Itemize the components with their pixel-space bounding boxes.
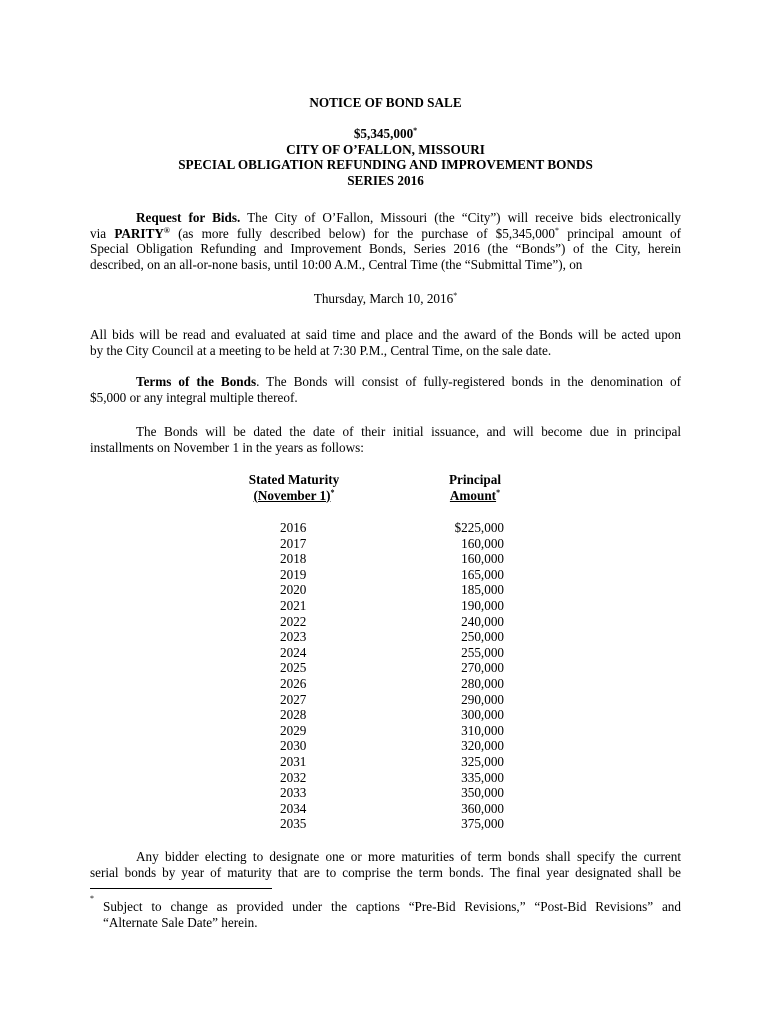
table-row <box>90 723 681 739</box>
principal-amount: 190,000 <box>461 597 504 613</box>
principal-amount: 160,000 <box>461 551 504 567</box>
table-row <box>90 816 681 832</box>
dated-line-1: The Bonds will be dated the date of their initial issuance, and will become due in principal <box>136 424 681 439</box>
award-line-2: by the City Council at a meeting to be held at 7:30 P.M., Central Time, on the sale date. <box>90 342 552 358</box>
table-row <box>90 801 681 817</box>
maturity-year: 2025 <box>280 660 307 676</box>
footnote-text <box>103 899 681 930</box>
maturity-year: 2026 <box>280 675 307 691</box>
stated-maturity-header <box>240 472 348 503</box>
principal-amount: 290,000 <box>461 691 504 707</box>
principal-amount: $225,000 <box>454 520 504 535</box>
rfb-footnote-mark: * <box>555 225 559 235</box>
maturity-year: 2019 <box>280 566 307 582</box>
maturity-year: 2030 <box>280 738 307 754</box>
footnote-line-1: Subject to change as provided under the captions “Pre-Bid Revisions,” “Post-Bid Revisions” and <box>103 899 681 914</box>
principal-label: Principal <box>448 472 502 487</box>
registered-mark: ® <box>163 225 170 235</box>
terms-line-2: $5,000 or any integral multiple thereof. <box>90 389 298 405</box>
maturity-year: 2022 <box>280 613 307 629</box>
rfb-line-2 <box>90 226 681 242</box>
sale-date-footnote-mark: * <box>453 291 458 300</box>
table-row <box>90 785 681 801</box>
sale-date <box>90 291 681 307</box>
rfb-line-2c: principal amount of <box>559 225 681 241</box>
principal-amount: 270,000 <box>461 660 504 676</box>
principal-amount: 165,000 <box>461 566 504 582</box>
footnote: * Subject to change as provided under the captions “Pre-Bid Revisions,” “Post-Bid Revisions” and “Alternate Sale Date” herein. <box>90 894 681 930</box>
rfb-line-1 <box>90 210 681 226</box>
principal-amount: 255,000 <box>461 644 504 660</box>
principal-amount: 300,000 <box>461 707 504 723</box>
table-row <box>90 582 681 598</box>
principal-amount: 325,000 <box>461 753 504 769</box>
principal-amount: 310,000 <box>461 722 504 738</box>
maturity-footnote-mark: * <box>330 487 335 497</box>
table-row <box>90 770 681 786</box>
table-row <box>90 629 681 645</box>
sale-date-text: Thursday, March 10, 2016 <box>313 291 454 306</box>
terms-lead: Terms of the Bonds <box>136 374 257 389</box>
table-row <box>90 567 681 583</box>
principal-amount: 240,000 <box>461 613 504 629</box>
table-row <box>90 692 681 708</box>
maturity-year: 2031 <box>280 753 307 769</box>
maturity-year: 2021 <box>280 597 307 613</box>
rfb-line-4: described, on an all-or-none basis, until 10:00 A.M., Central Time (the “Submittal Time”), on <box>90 256 583 272</box>
maturity-year: 2028 <box>280 707 307 723</box>
rfb-line-3: Special Obligation Refunding and Improvement Bonds, Series 2016 (the “Bonds”) of the City, herein <box>90 241 681 257</box>
table-row <box>90 645 681 661</box>
heading-series: SERIES 2016 <box>347 172 424 188</box>
parity-name: PARITY <box>114 225 164 241</box>
table-row <box>90 676 681 692</box>
table-row <box>90 598 681 614</box>
amount-footnote-mark: * <box>413 126 418 135</box>
rfb-lead: Request for Bids. <box>136 210 241 225</box>
request-for-bids-paragraph <box>90 210 681 272</box>
term-bonds-line-1: Any bidder electing to designate one or more maturities of term bonds shall specify the current <box>136 849 681 864</box>
principal-amount: 375,000 <box>461 816 504 832</box>
maturity-year: 2034 <box>280 800 307 816</box>
maturity-year: 2020 <box>280 582 307 598</box>
maturity-year: 2035 <box>280 816 307 832</box>
dated-line-2: installments on November 1 in the years as follows: <box>90 439 364 455</box>
terms-paragraph <box>90 374 681 405</box>
maturity-year: 2016 <box>280 520 307 535</box>
rfb-line-1-text: The City of O’Fallon, Missouri (the “City”) will receive bids electronically <box>240 210 681 225</box>
maturity-table-body <box>90 520 681 832</box>
principal-amount: 335,000 <box>461 769 504 785</box>
principal-amount: 350,000 <box>461 785 504 801</box>
amount-label: Amount <box>449 487 497 503</box>
stated-maturity-label: Stated Maturity <box>248 472 340 487</box>
heading-amount <box>90 126 681 142</box>
maturity-year: 2017 <box>280 535 307 551</box>
principal-amount-header <box>440 472 510 503</box>
amount-col-footnote-mark: * <box>496 487 501 497</box>
maturity-year: 2033 <box>280 785 307 801</box>
footnote-line-2: “Alternate Sale Date” herein. <box>103 914 258 930</box>
term-bonds-line-2: serial bonds by year of maturity that are to comprise the term bonds. The final year designated shall be <box>90 864 681 880</box>
principal-amount: 160,000 <box>461 535 504 551</box>
rfb-line-2a: via <box>90 225 115 241</box>
bond-heading <box>90 126 681 188</box>
principal-amount: 185,000 <box>461 582 504 598</box>
term-bonds-paragraph <box>90 849 681 880</box>
terms-line-1 <box>90 374 681 390</box>
document-title: NOTICE OF BOND SALE <box>309 95 462 110</box>
principal-amount: 360,000 <box>461 800 504 816</box>
terms-line-1-text: . The Bonds will consist of fully-registered bonds in the denomination of <box>256 374 681 389</box>
maturity-year: 2029 <box>280 722 307 738</box>
award-paragraph <box>90 327 681 358</box>
footnote-divider <box>90 888 272 889</box>
heading-issuer: CITY OF O’FALLON, MISSOURI <box>286 141 485 157</box>
rfb-line-2b: (as more fully described below) for the purchase of $5,345,000 <box>169 225 555 241</box>
amount-text: $5,345,000 <box>353 126 414 141</box>
maturity-year: 2024 <box>280 644 307 660</box>
table-row <box>90 614 681 630</box>
dated-paragraph <box>90 424 681 455</box>
table-row <box>90 660 681 676</box>
table-row <box>90 536 681 552</box>
table-row <box>90 754 681 770</box>
table-row <box>90 551 681 567</box>
november-label: (November 1) <box>253 487 331 503</box>
table-row <box>90 738 681 754</box>
maturity-year: 2018 <box>280 551 307 567</box>
maturity-year: 2023 <box>280 629 307 645</box>
table-row <box>90 707 681 723</box>
principal-amount: 320,000 <box>461 738 504 754</box>
principal-amount: 250,000 <box>461 629 504 645</box>
heading-bond-name: SPECIAL OBLIGATION REFUNDING AND IMPROVEMENT BONDS <box>178 157 593 172</box>
principal-amount: 280,000 <box>461 675 504 691</box>
maturity-year: 2027 <box>280 691 307 707</box>
maturity-year: 2032 <box>280 769 307 785</box>
table-row <box>90 520 681 536</box>
award-line-1: All bids will be read and evaluated at said time and place and the award of the Bonds will be acted upon <box>90 327 681 342</box>
